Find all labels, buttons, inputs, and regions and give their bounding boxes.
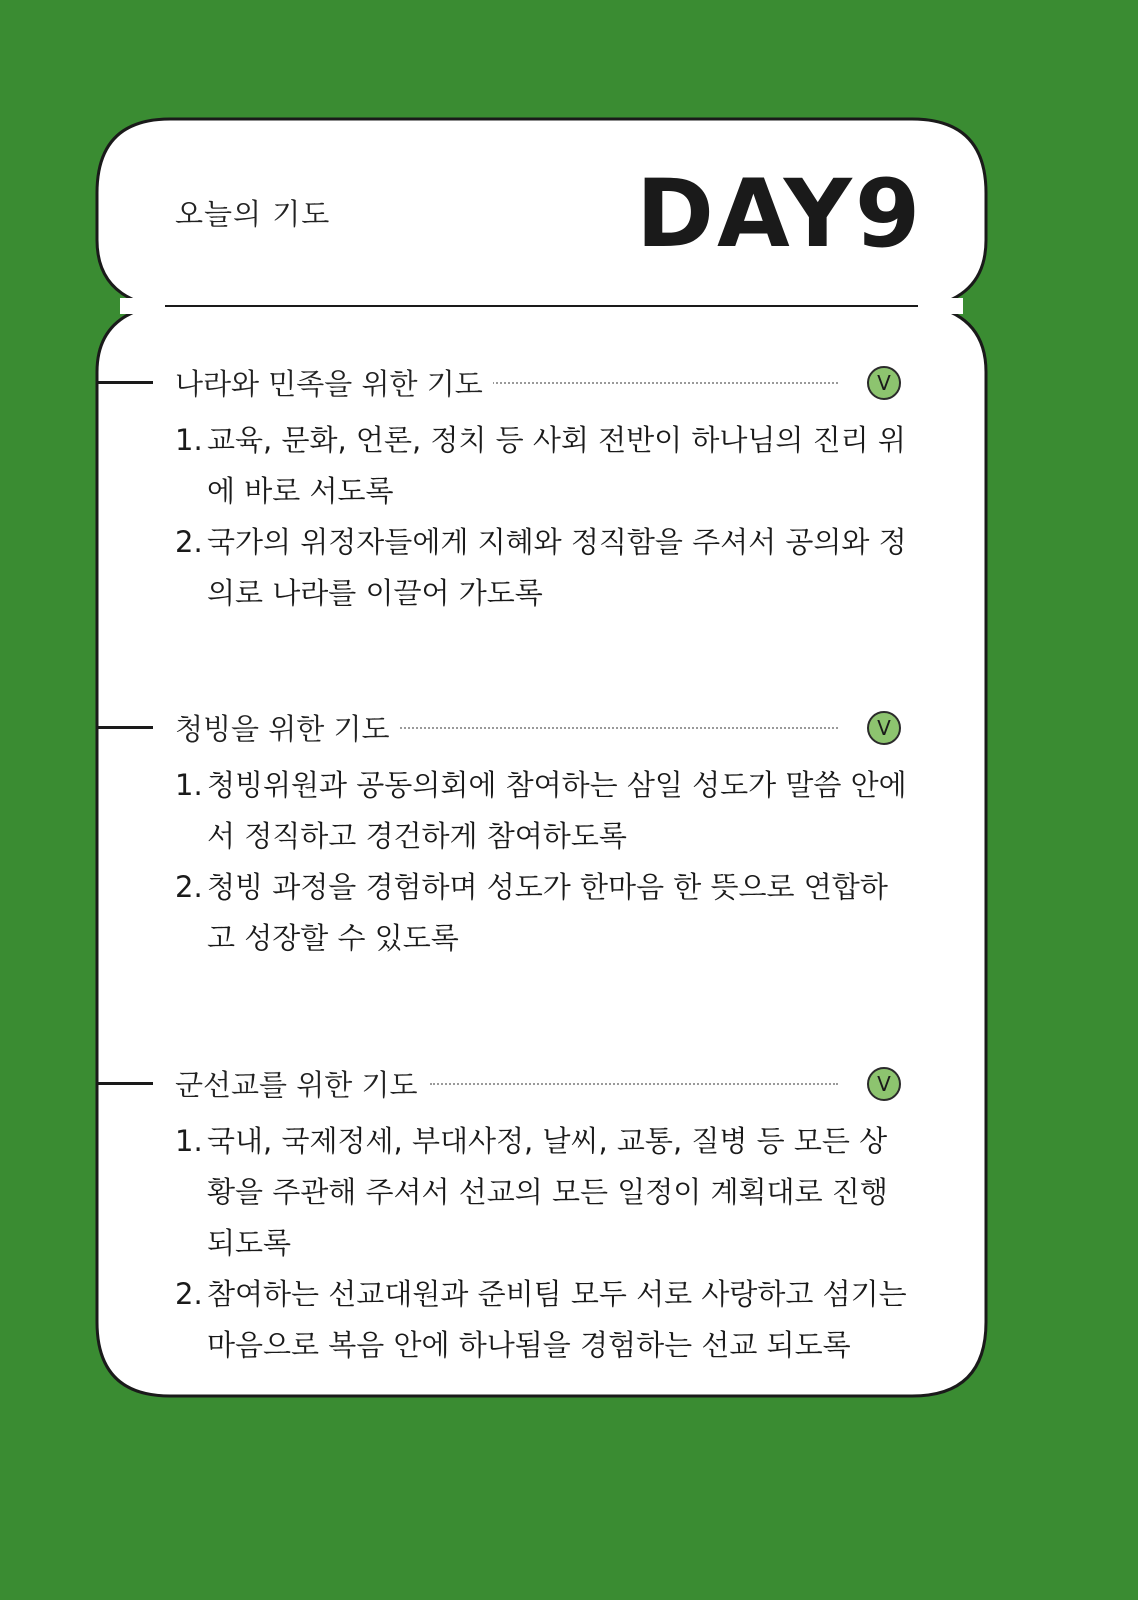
item-number: 1.: [175, 423, 203, 457]
item-text: 청빙위원과 공동의회에 참여하는 삼일 성도가 말씀 안에서 정직하고 경건하게 참여하도록: [207, 768, 907, 853]
list-item: [175, 415, 915, 517]
section-marker-line: [97, 1082, 153, 1085]
item-text: 국내, 국제정세, 부대사정, 날씨, 교통, 질병 등 모든 상황을 주관해 주셔서 선교의 모든 일정이 계획대로 진행 되도록: [207, 1124, 888, 1260]
item-text: 교육, 문화, 언론, 정치 등 사회 전반이 하나님의 진리 위에 바로 서도록: [207, 423, 906, 508]
dotted-divider: [400, 727, 838, 729]
item-text: 청빙 과정을 경험하며 성도가 한마음 한 뜻으로 연합하고 성장할 수 있도록: [207, 870, 888, 955]
item-number: 1.: [175, 1124, 203, 1158]
list-item: [175, 1116, 915, 1269]
check-icon[interactable]: V: [867, 1067, 901, 1101]
section-title: 군선교를 위한 기도: [175, 1063, 428, 1104]
day-title: DAY9: [636, 160, 924, 269]
item-text: 국가의 위정자들에게 지혜와 정직함을 주셔서 공의와 정의로 나라를 이끌어 가도록: [207, 525, 907, 610]
check-icon[interactable]: V: [867, 366, 901, 400]
dotted-divider: [430, 1083, 838, 1085]
item-number: 2.: [175, 525, 203, 559]
list-item: [175, 760, 915, 862]
dotted-divider: [480, 382, 838, 384]
prayer-list: [175, 1116, 915, 1371]
header-label: 오늘의 기도: [175, 197, 331, 231]
section-title: 나라와 민족을 위한 기도: [175, 362, 493, 403]
list-item: [175, 862, 915, 964]
item-number: 1.: [175, 768, 203, 802]
list-item: [175, 1269, 915, 1371]
item-number: 2.: [175, 1277, 203, 1311]
section-title: 청빙을 위한 기도: [175, 707, 400, 748]
section-marker-line: [97, 381, 153, 384]
prayer-list: [175, 415, 915, 619]
item-number: 2.: [175, 870, 203, 904]
section-marker-line: [97, 726, 153, 729]
check-icon[interactable]: V: [867, 711, 901, 745]
item-text: 참여하는 선교대원과 준비팀 모두 서로 사랑하고 섬기는 마음으로 복음 안에 하나됨을 경험하는 선교 되도록: [207, 1277, 907, 1362]
list-item: [175, 517, 915, 619]
prayer-list: [175, 760, 915, 964]
